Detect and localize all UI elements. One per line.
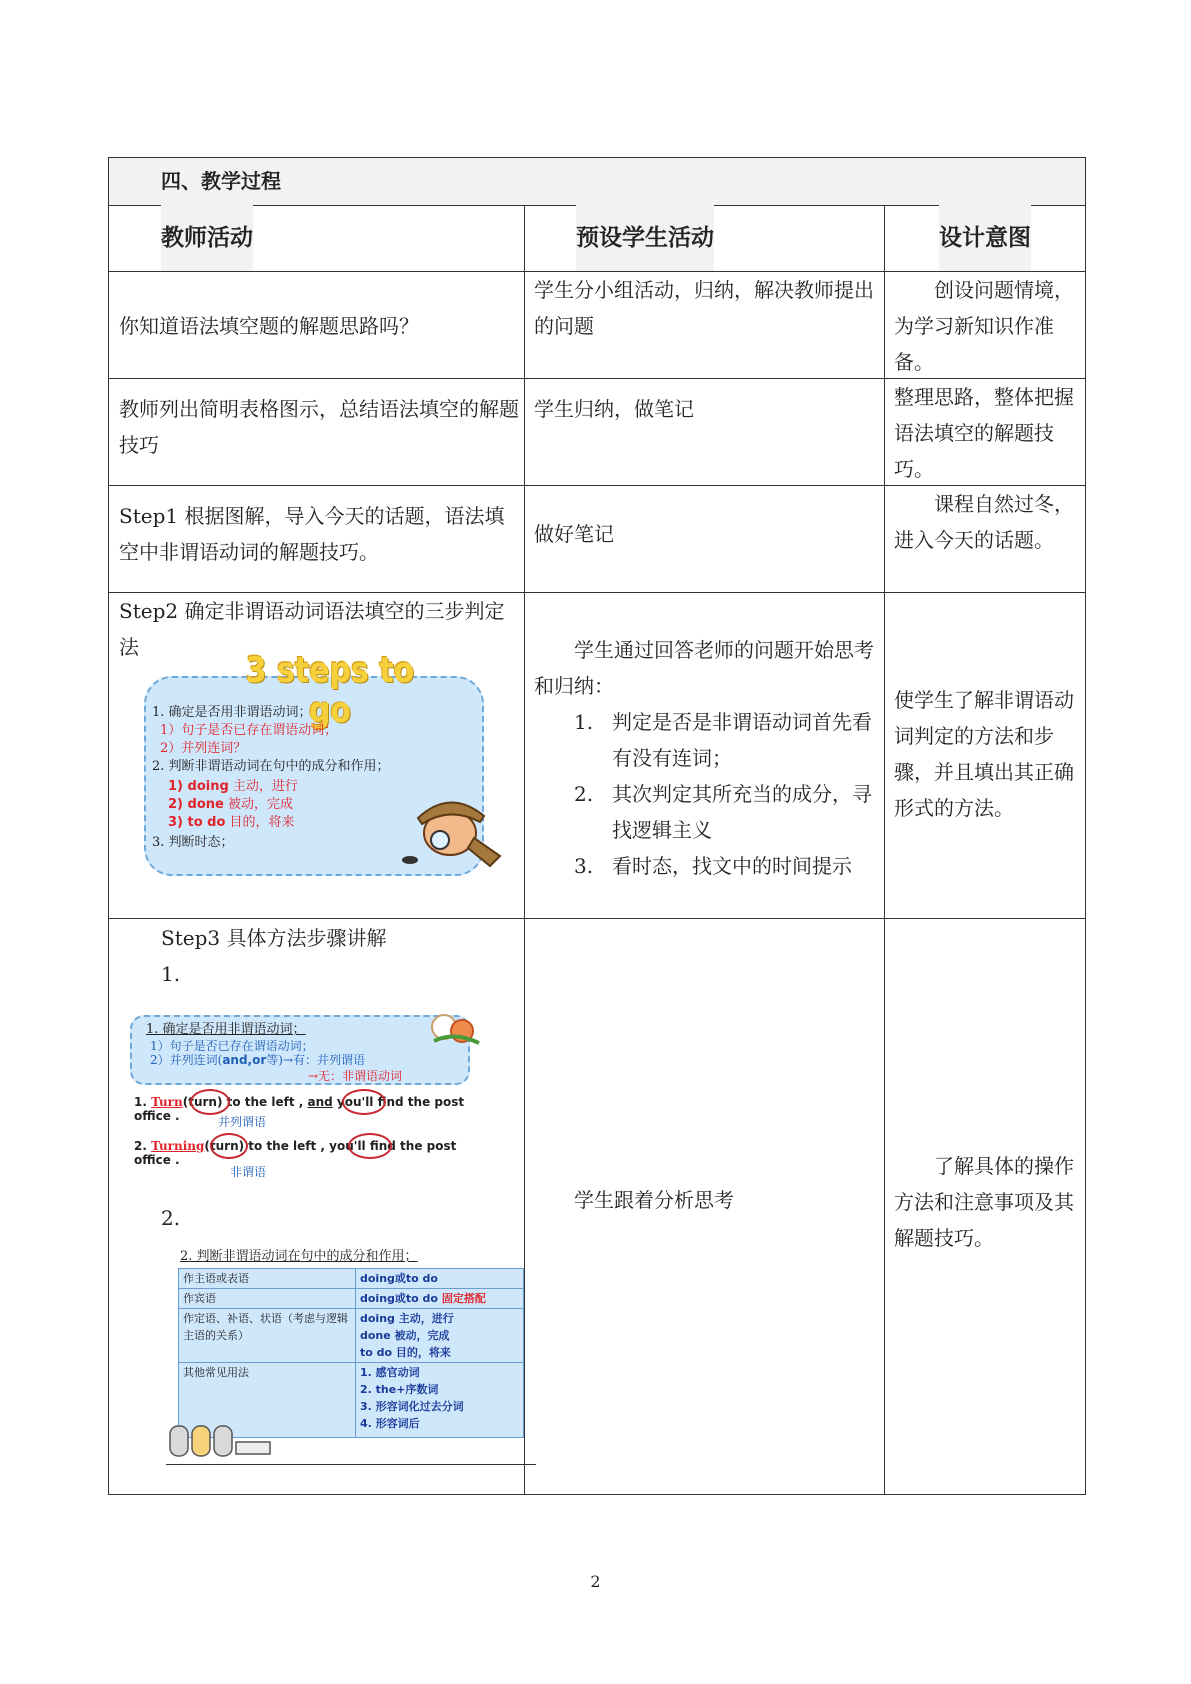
grammar-function-figure <box>178 1250 548 1460</box>
row1-teacher: 你知道语法填空题的解题思路吗？ <box>119 314 419 338</box>
row4-intent: 使学生了解非谓语动词判定的方法和步骤，并且填出其正确形式的方法。 <box>894 688 1074 820</box>
example-office-1: office . <box>134 1109 180 1123</box>
row1-student: 学生分小组活动，归纳，解决教师提出的问题 <box>534 278 874 338</box>
row3-intent: 课程自然过冬，进入今天的话题。 <box>894 492 1074 552</box>
row5-teacher-n1: 1. <box>161 962 181 986</box>
fig1-line: 1. 确定是否用非谓语动词； <box>152 705 312 720</box>
row4-student-intro: 学生通过回答老师的问题开始思考和归纳： <box>534 638 874 698</box>
row2-intent: 整理思路，整体把握语法填空的解题技巧。 <box>894 385 1074 481</box>
col-header-intent: 设计意图 <box>939 205 1031 271</box>
col-header-teacher: 教师活动 <box>161 205 253 271</box>
fig1-line: 3. 判断时态； <box>152 835 234 850</box>
row4-student-steps <box>534 704 879 884</box>
row2-teacher: 教师列出简明表格图示，总结语法填空的解题技巧 <box>119 397 519 457</box>
table-cell: 其他常见用法 <box>179 1363 356 1438</box>
cartoon-icon <box>424 1001 484 1049</box>
table-row <box>179 1289 524 1309</box>
fig1-line: 3) to do 目的，将来 <box>168 815 295 830</box>
example-office-2: office . <box>134 1153 180 1167</box>
table-cell: 作宾语 <box>179 1289 356 1309</box>
table-cell: 1. 感官动词 2. the+序数词 3. 形容词化过去分词 4. 形容词后 <box>356 1363 524 1438</box>
example-sentence-2: 2. Turning(turn) to the left , you'll find the post <box>134 1139 457 1153</box>
fig3-title: 2. 判断非谓语动词在句中的成分和作用； <box>180 1249 418 1264</box>
student-step: 3. 看时态，找文中的时间提示 <box>574 854 852 878</box>
verb-circle <box>348 1133 392 1159</box>
row5-intent: 了解具体的操作方法和注意事项及其解题技巧。 <box>894 1154 1074 1250</box>
section-title: 四、教学过程 <box>109 158 1085 205</box>
row4-teacher: Step2 确定非谓语动词语法填空的三步判定法 <box>119 599 505 659</box>
table-cell: 作定语、补语、状语（考虑与逻辑主语的关系） <box>179 1309 356 1363</box>
table-row <box>179 1269 524 1289</box>
row5-teacher-n2: 2. <box>161 1206 181 1230</box>
row1-intent: 创设问题情境，为学习新知识作准备。 <box>894 278 1074 374</box>
row5-student: 学生跟着分析思考 <box>574 1188 734 1212</box>
figure-divider <box>166 1464 536 1465</box>
pencils-icon <box>166 1418 276 1462</box>
figure-title: 3 steps to go <box>245 650 415 732</box>
student-step: 2. 其次判定其所充当的成分，寻找逻辑主义 <box>574 782 872 842</box>
page-number: 2 <box>590 1572 601 1591</box>
table-cell: doing或to do <box>356 1269 524 1289</box>
row3-teacher: Step1 根据图解，导入今天的话题，语法填空中非谓语动词的解题技巧。 <box>119 504 505 564</box>
fig1-line: 2）并列连词？ <box>160 741 247 756</box>
fig1-line: 2. 判断非谓语动词在句中的成分和作用； <box>152 759 390 774</box>
fig2-line: →无：非谓语动词 <box>308 1069 403 1083</box>
col-header-student: 预设学生活动 <box>576 205 714 271</box>
example-note-2: 非谓语 <box>230 1165 267 1179</box>
grammar-table <box>178 1268 524 1438</box>
row5-teacher: Step3 具体方法步骤讲解 <box>161 926 387 950</box>
answer-circle <box>190 1089 230 1115</box>
predicate-example-figure <box>130 1015 490 1179</box>
fig2-line: 1. 确定是否用非谓语动词； <box>146 1022 306 1037</box>
example-sentence-1: 1. Turn(turn) to the left , and you'll find the post <box>134 1095 465 1109</box>
fig1-line: 2) done 被动，完成 <box>168 797 293 812</box>
verb-circle <box>342 1089 386 1115</box>
fig1-line: 1）句子是否已存在谓语动词； <box>160 723 338 738</box>
table-row <box>179 1309 524 1363</box>
table-cell: 作主语或表语 <box>179 1269 356 1289</box>
table-cell: doing 主动，进行 done 被动，完成 to do 目的，将来 <box>356 1309 524 1363</box>
detective-icon <box>390 778 510 868</box>
row3-student: 做好笔记 <box>534 522 614 546</box>
example-note-1: 并列谓语 <box>218 1115 267 1129</box>
table-cell: doing或to do 固定搭配 <box>356 1289 524 1309</box>
fig2-line: 2）并列连词(and,or等)→有：并列谓语 <box>150 1053 366 1067</box>
answer-circle <box>210 1133 248 1159</box>
fig1-line: 1) doing 主动，进行 <box>168 779 298 794</box>
student-step: 1. 判定是否是非谓语动词首先看有没有连词； <box>574 710 872 770</box>
steps-to-go-figure <box>130 650 500 868</box>
fig2-line: 1）句子是否已存在谓语动词； <box>150 1039 314 1053</box>
row2-student: 学生归纳，做笔记 <box>534 397 694 421</box>
